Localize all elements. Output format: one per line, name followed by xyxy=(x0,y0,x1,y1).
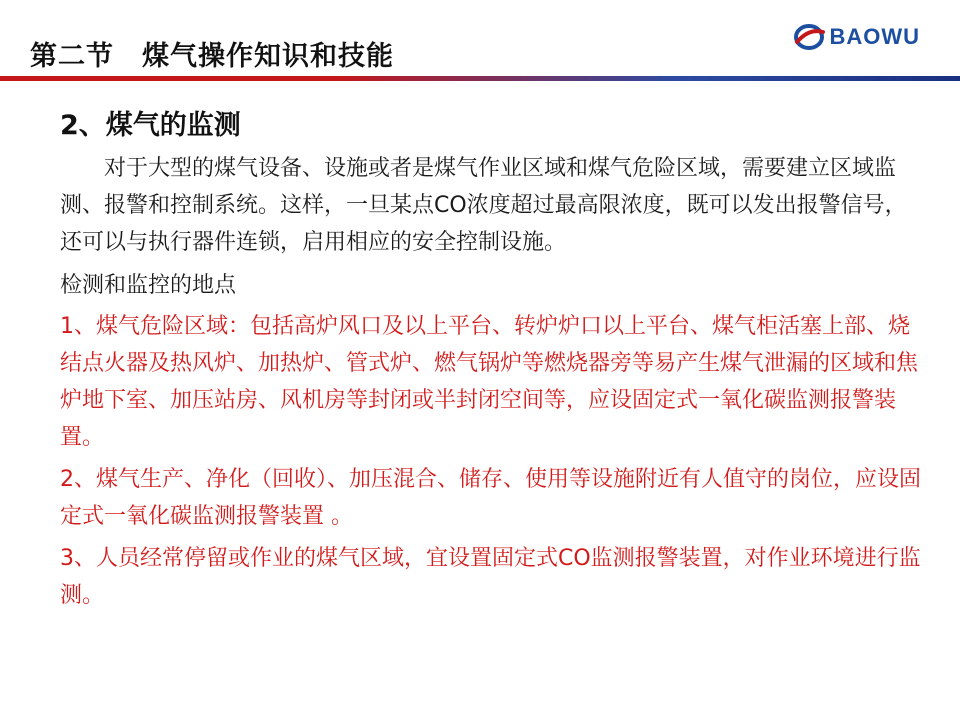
brand-logo xyxy=(793,22,920,52)
baowu-logo-icon xyxy=(793,22,825,52)
header-divider xyxy=(0,76,960,81)
intro-paragraph: 对于大型的煤气设备、设施或者是煤气作业区域和煤气危险区域，需要建立区域监测、报警和控制系统。这样，一旦某点CO浓度超过最高限浓度，既可以发出报警信号，还可以与执行器件连锁，启用相应的安全控制设施。 xyxy=(60,156,907,255)
slide-header xyxy=(0,0,960,82)
list-item: 3、人员经常停留或作业的煤气区域，宜设置固定式CO监测报警装置，对作业环境进行监测。 xyxy=(60,546,921,608)
locations-subheading: 检测和监控的地点 xyxy=(60,273,237,298)
slide-content xyxy=(60,104,926,619)
section-heading: 2、煤气的监测 xyxy=(60,110,241,141)
slide-title: 第二节 煤气操作知识和技能 xyxy=(30,41,394,72)
list-item: 1、煤气危险区域：包括高炉风口及以上平台、转炉炉口以上平台、煤气柜活塞上部、烧结点火器及热风炉、加热炉、管式炉、燃气锅炉等燃烧器旁等易产生煤气泄漏的区域和焦炉地下室、加压站房、风机房等封闭或半封闭空间等，应设固定式一氧化碳监测报警装置。 xyxy=(60,314,919,450)
list-item: 2、煤气生产、净化（回收）、加压混合、储存、使用等设施附近有人值守的岗位，应设固定式一氧化碳监测报警装置 。 xyxy=(60,467,922,529)
logo-text: BAOWU xyxy=(829,24,920,49)
